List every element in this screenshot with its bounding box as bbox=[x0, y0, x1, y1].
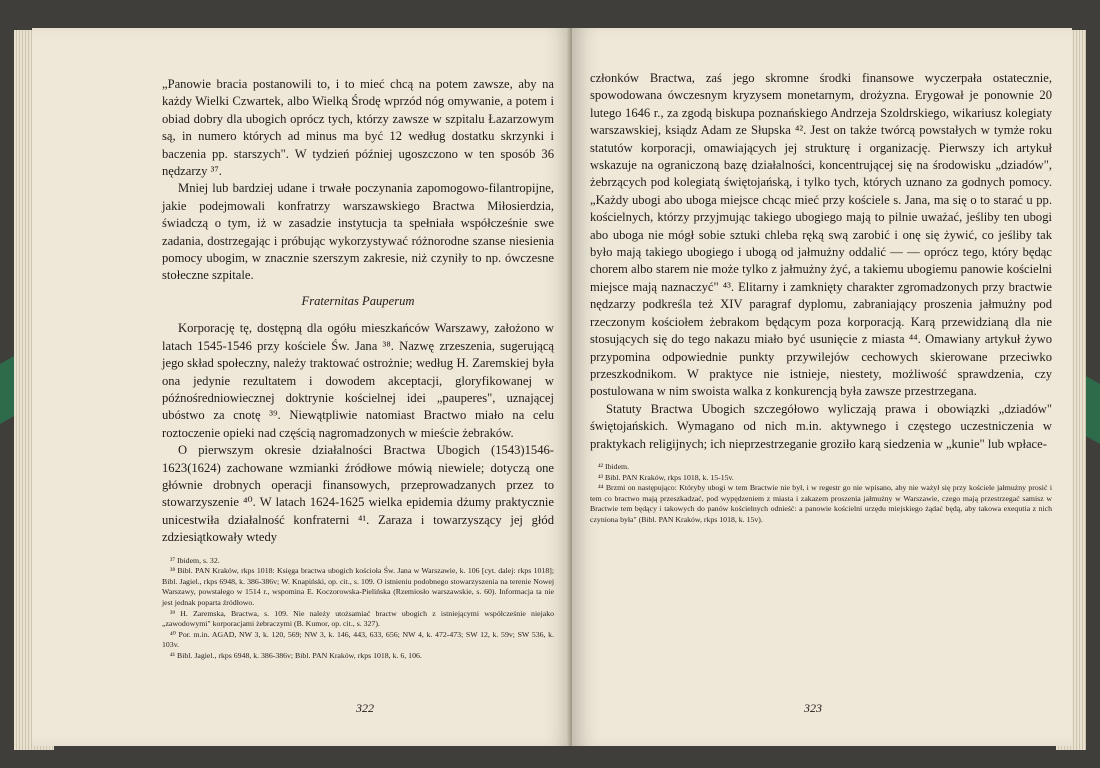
right-page-body bbox=[590, 70, 1052, 453]
footnote: ³⁸ Bibl. PAN Kraków, rkps 1018: Księga bractwa ubogich kościoła Św. Jana w Warszawie, k. 106 [cyt. dalej: rkps 1018]; Bibl. Jagiel., rkps 6948, k. 386-386v; W. Knapiński, op. cit., s. 109. O istnieniu podobnego stowarzyszenia na terenie Nowej Warszawy, powstałego w 1514 r., wspomina E. Koczorowska-Pielińska (Rzemiosło warszawskie, s. 60). Informacja ta nie jest jednak poparta źródłowo. bbox=[162, 566, 554, 607]
section-heading: Fraternitas Pauperum bbox=[301, 293, 415, 308]
background-accent-right bbox=[1086, 376, 1100, 444]
footnote: ³⁹ H. Zaremska, Bractwa, s. 109. Nie należy utożsamiać bractw ubogich z istniejącymi współcześnie niejako „zawodowymi" korporacjami żebraczymi (B. Kumor, op. cit., s. 327). bbox=[162, 608, 554, 629]
body-paragraph: członków Bractwa, zaś jego skromne środki finansowe wyczerpała ostatecznie, spowodowana ówczesnym kryzysem monetarnym, drożyzna. Erygował je ponownie 20 lutego 1646 r., za zgodą biskupa poznańskiego Andrzeja Szoldrskiego, wikariusz kolegiaty warszawskiej, ksiądz Adam ze Słupska ⁴². Jest on także twórcą powstałych w tymże roku statutów korporacji, omawiających jej strukturę i organizację. Pierwszy ich artykuł wskazuje na ograniczoną bazę działalności, koncentrującej się na środowisku „dziadów", żebrzących pod kolegiatą świętojańską, i tylko tych, których uznano za godnych pomocy. „Każdy ubogi abo uboga miejsce chcąc mieć przy kościele s. Jana, ma się o to starać u pp. kościelnych, którzy przyjmując takiego ubogiego mają to pilnie uważać, jeśliby ten ubogi abo uboga nie mógł sobie sztuki chleba ręką swą zarobić i onę się żywić, co jeśliby tak było mają takiego ubogiego i ubogą od jałmużny oddalić — — oprócz tego, który będąc chorem albo starem nie może tylko z jałmużny żyć, a takiemu ubogiemu panowie kościelni miejsce mają naznaczyć" ⁴³. Elitarny i zamknięty charakter zgromadzonych przy bractwie nędzarzy podkreśla też XIV paragraf dyplomu, zabraniający proszenia jałmużny pod rzeczonym kościołem żebrakom będącym poza korporacją. Karą przewidzianą dla nie stosujących się do tego nakazu miało być usunięcie z miasta ⁴⁴. Omawiany artykuł żywo przypomina odpowiednie punkty przywilejów cechowych skierowane przeciwko przeszkodnikom. W praktyce nie istnieje, niestety, możliwość sprawdzenia, czy postulowana w nim swoista walka z konkurencją była zawsze przestrzegana. bbox=[590, 71, 1052, 399]
footnote: ⁴¹ Bibl. Jagiel., rkps 6948, k. 386-386v; Bibl. PAN Kraków, rkps 1018, k. 6, 106. bbox=[170, 650, 422, 660]
body-paragraph: O pierwszym okresie działalności Bractwa Ubogich (1543)1546-1623(1624) zachowane wzmianki źródłowe mówią niewiele; dotyczą one głównie drobnych operacji finansowych, przeprowadzanych przez to stowarzyszenie ⁴⁰. W latach 1624-1625 wielka epidemia dżumy praktycznie unicestwiła działalność konfraterni ⁴¹. Zaraza i towarzyszący jej głód zdziesiątkowały wtedy bbox=[162, 443, 554, 545]
footnote: ⁴³ Bibl. PAN Kraków, rkps 1018, k. 15-15v. bbox=[598, 472, 734, 482]
quote-paragraph: „Panowie bracia postanowili to, i to mieć chcą na potem zawsze, aby na każdy Wielki Czwartek, albo Wielką Środę wprzód nóg omywanie, a potem i obiad dobry dla ubogich oprócz tych, którzy zawsze w szpitalu Łazarzowym są, in numero których ad minus ma być 12 według dostatku skrzynki i baczenia pp. starszych". W tydzień później ugoszczono w ten sposób 36 nędzarzy ³⁷. bbox=[162, 77, 554, 179]
background-accent-left bbox=[0, 356, 14, 424]
open-book bbox=[14, 18, 1086, 758]
footnote: ⁴² Ibidem. bbox=[598, 461, 630, 471]
body-paragraph: Mniej lub bardziej udane i trwałe poczynania zapomogowo-filantropijne, jakie podejmowali konfratrzy warszawskiego Bractwa Miłosierdzia, świadczą o tym, iż w zasadzie instytucja ta spełniała współcześnie swe zadania, dostrzegając i próbując wykorzystywać różnorodne szanse niesienia pomocy ubogim, w znacznie szerszym zakresie, niż czyniły to np. ówczesne stołeczne szpitale. bbox=[162, 181, 554, 283]
footnote: ⁴⁴ Brzmi on następująco: Któryby ubogi w tem Bractwie nie był, i w regestr go nie wpisano, aby nie ważył się przy kościele jałmużny prosić i tem co bractwo mają przeszkadzać, pod wypędzeniem z miasta i zakazem proszenia jałmużny w Warszawie, czego mają przestrzegać samisz w Bractwie tem będący i takowych do panów kościelnych odnieść: a panowie kościelni urzędu miejskiego żądać będą, aby takowa exequtia z nich czyniona była" (Bibl. PAN Kraków, rkps 1018, k. 15v). bbox=[590, 483, 1052, 524]
footnote: ³⁷ Ibidem, s. 32. bbox=[170, 555, 220, 565]
page-number-right: 323 bbox=[804, 701, 822, 715]
body-paragraph: Korporację tę, dostępną dla ogółu mieszkańców Warszawy, założono w latach 1545-1546 przy kościele Św. Jana ³⁸. Nazwę zrzeszenia, sugerującą jego skład społeczny, należy traktować ostrożnie; według H. Zaremskiej była ona jedynie rezultatem i dowodem akceptacji, gloryfikowanej w późnośredniowiecznej doktrynie kościelnej idei „pauperes", uznającej ubóstwo za cnotę ³⁹. Niewątpliwie natomiast Bractwo miało na celu roztoczenie opieki nad częścią nagromadzonych w mieście żebraków. bbox=[162, 321, 554, 440]
left-page bbox=[32, 28, 572, 746]
left-page-body bbox=[162, 76, 554, 547]
right-footnotes bbox=[590, 462, 1052, 526]
right-page bbox=[572, 28, 1072, 746]
page-number-left: 322 bbox=[356, 701, 374, 715]
body-paragraph: Statuty Bractwa Ubogich szczegółowo wyliczają prawa i obowiązki „dziadów" świętojańskich. Wymagano od nich m.in. aktywnego i częstego uczestniczenia w praktykach religijnych; ich nieprzestrzeganie groziło karą siedzenia w „kunie" lub wpłace- bbox=[590, 401, 1052, 451]
footnote: ⁴⁰ Por. m.in. AGAD, NW 3, k. 120, 569; NW 3, k. 146, 443, 633, 656; NW 4, k. 472-473; SW 12, k. 59v; SW 536, k. 103v. bbox=[162, 629, 554, 650]
left-footnotes bbox=[162, 556, 554, 662]
